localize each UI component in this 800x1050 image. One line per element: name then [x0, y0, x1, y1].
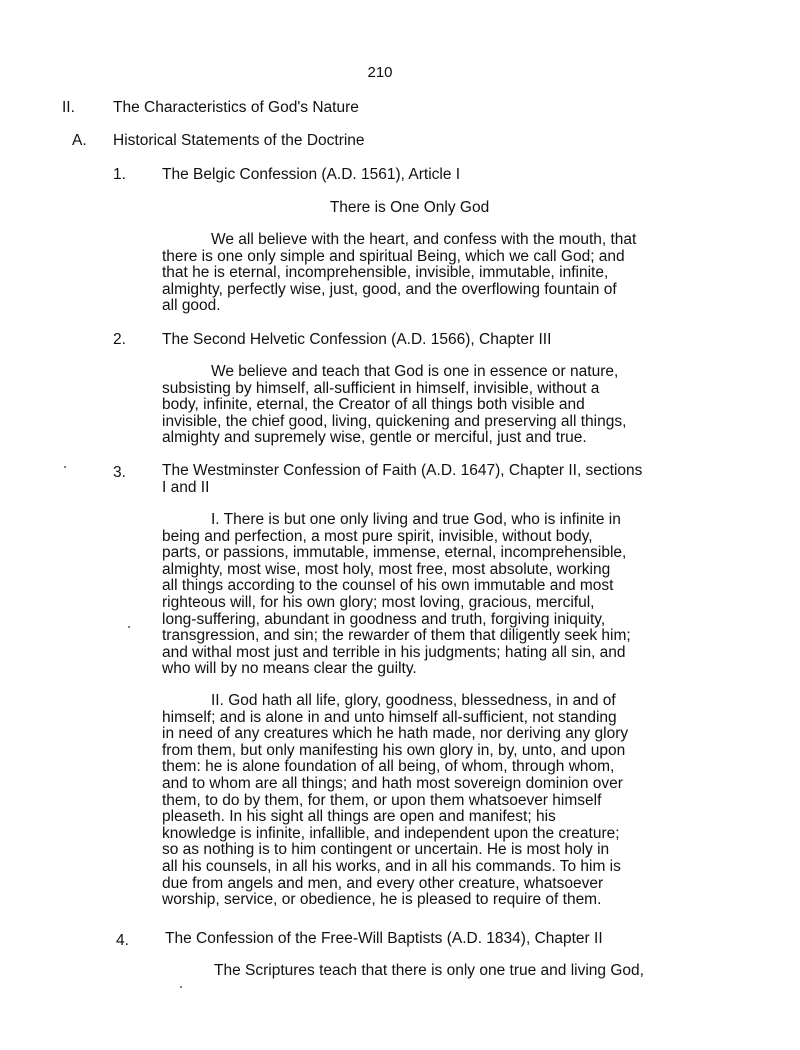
paragraph-line: almighty, most wise, most holy, most free, most absolute, working	[162, 560, 611, 578]
paragraph-line: that he is eternal, incomprehensible, invisible, immutable, infinite,	[162, 264, 609, 282]
item-4-paragraph	[165, 963, 705, 980]
paragraph-line: almighty, perfectly wise, just, good, and the overflowing fountain of	[162, 280, 617, 298]
paragraph-line: transgression, and sin; the rewarder of them that diligently seek him;	[162, 627, 631, 645]
item-3-title-line: I and II	[162, 479, 210, 496]
paragraph-line: from them, but only manifesting his own glory in, by, unto, and upon	[162, 741, 626, 759]
item-1-subtitle: There is One Only God	[329, 199, 490, 216]
item-4-title: The Confession of the Free-Will Baptists (A.D. 1834), Chapter II	[165, 930, 603, 947]
item-1-number: 1.	[113, 166, 126, 183]
paragraph-line: righteous will, for his own glory; most loving, gracious, merciful,	[162, 593, 595, 611]
paragraph-line: worship, service, or obedience, he is pleased to require of them.	[162, 891, 602, 909]
item-4-number: 4.	[116, 932, 129, 949]
paragraph-line: pleaseth. In his sight all things are open and manifest; his	[162, 808, 556, 826]
item-2-paragraph	[162, 364, 702, 447]
paragraph-line: invisible, the chief good, living, quickening and preserving all things,	[162, 412, 627, 430]
item-2-number: 2.	[113, 331, 126, 348]
scan-speck	[128, 626, 130, 628]
paragraph-line: so as nothing is to him contingent or uncertain. He is most holy in	[162, 841, 610, 859]
paragraph-line: long-suffering, abundant in goodness and truth, forgiving iniquity,	[162, 610, 606, 628]
paragraph-line: due from angels and men, and every other creature, whatsoever	[162, 874, 604, 892]
paragraph-line: We believe and teach that God is one in essence or nature,	[211, 363, 619, 380]
paragraph-line: all good.	[162, 297, 221, 315]
item-2-title: The Second Helvetic Confession (A.D. 1566), Chapter III	[162, 331, 552, 348]
paragraph-line: in need of any creatures which he hath made, nor deriving any glory	[162, 725, 629, 743]
paragraph-line: and withal most just and terrible in his judgments; hating all sin, and	[162, 643, 626, 661]
paragraph-line: all things according to the counsel of his own immutable and most	[162, 577, 614, 595]
paragraph-line: all his counsels, in all his works, and in all his commands. To him is	[162, 857, 621, 875]
scan-speck	[180, 986, 182, 988]
paragraph-line: being and perfection, a most pure spirit, invisible, without body,	[162, 527, 593, 545]
paragraph-line: them, to do by them, for them, or upon them whatsoever himself	[162, 791, 602, 809]
paragraph-line: II. God hath all life, glory, goodness, blessedness, in and of	[211, 692, 616, 709]
paragraph-line: them: he is alone foundation of all being, of whom, through whom,	[162, 758, 615, 776]
paragraph-line: and to whom are all things; and hath most sovereign dominion over	[162, 774, 623, 792]
paragraph-line: knowledge is infinite, infallible, and independent upon the creature;	[162, 824, 620, 842]
item-3-title	[162, 462, 642, 496]
item-3-paragraph-1	[162, 512, 702, 678]
item-1-title: The Belgic Confession (A.D. 1561), Article I	[162, 166, 461, 183]
paragraph-line: parts, or passions, immutable, immense, eternal, incomprehensible,	[162, 544, 627, 562]
section-marker: II.	[62, 99, 75, 116]
paragraph-line: there is one only simple and spiritual Being, which we call God; and	[162, 247, 625, 265]
paragraph-line: subsisting by himself, all-sufficient in himself, invisible, without a	[162, 379, 600, 397]
page-number: 210	[367, 64, 393, 81]
scan-speck	[64, 466, 66, 468]
paragraph-line: body, infinite, eternal, the Creator of all things both visible and	[162, 396, 585, 414]
paragraph-line: who will by no means clear the guilty.	[162, 660, 417, 678]
item-3-number: 3.	[113, 464, 126, 481]
item-3-paragraph-2	[162, 693, 702, 909]
subsection-title: Historical Statements of the Doctrine	[113, 132, 365, 149]
item-3-title-line: The Westminster Confession of Faith (A.D. 1647), Chapter II, sections	[162, 462, 643, 479]
section-title: The Characteristics of God's Nature	[113, 99, 359, 116]
paragraph-line: almighty and supremely wise, gentle or merciful, just and true.	[162, 429, 587, 447]
item-1-paragraph	[162, 232, 702, 315]
paragraph-line: I. There is but one only living and true God, who is infinite in	[211, 511, 621, 528]
subsection-marker: A.	[72, 132, 87, 149]
paragraph-line: himself; and is alone in and unto himself all-sufficient, not standing	[162, 708, 617, 726]
paragraph-line: We all believe with the heart, and confess with the mouth, that	[211, 231, 637, 248]
paragraph-line: The Scriptures teach that there is only one true and living God,	[214, 962, 644, 979]
